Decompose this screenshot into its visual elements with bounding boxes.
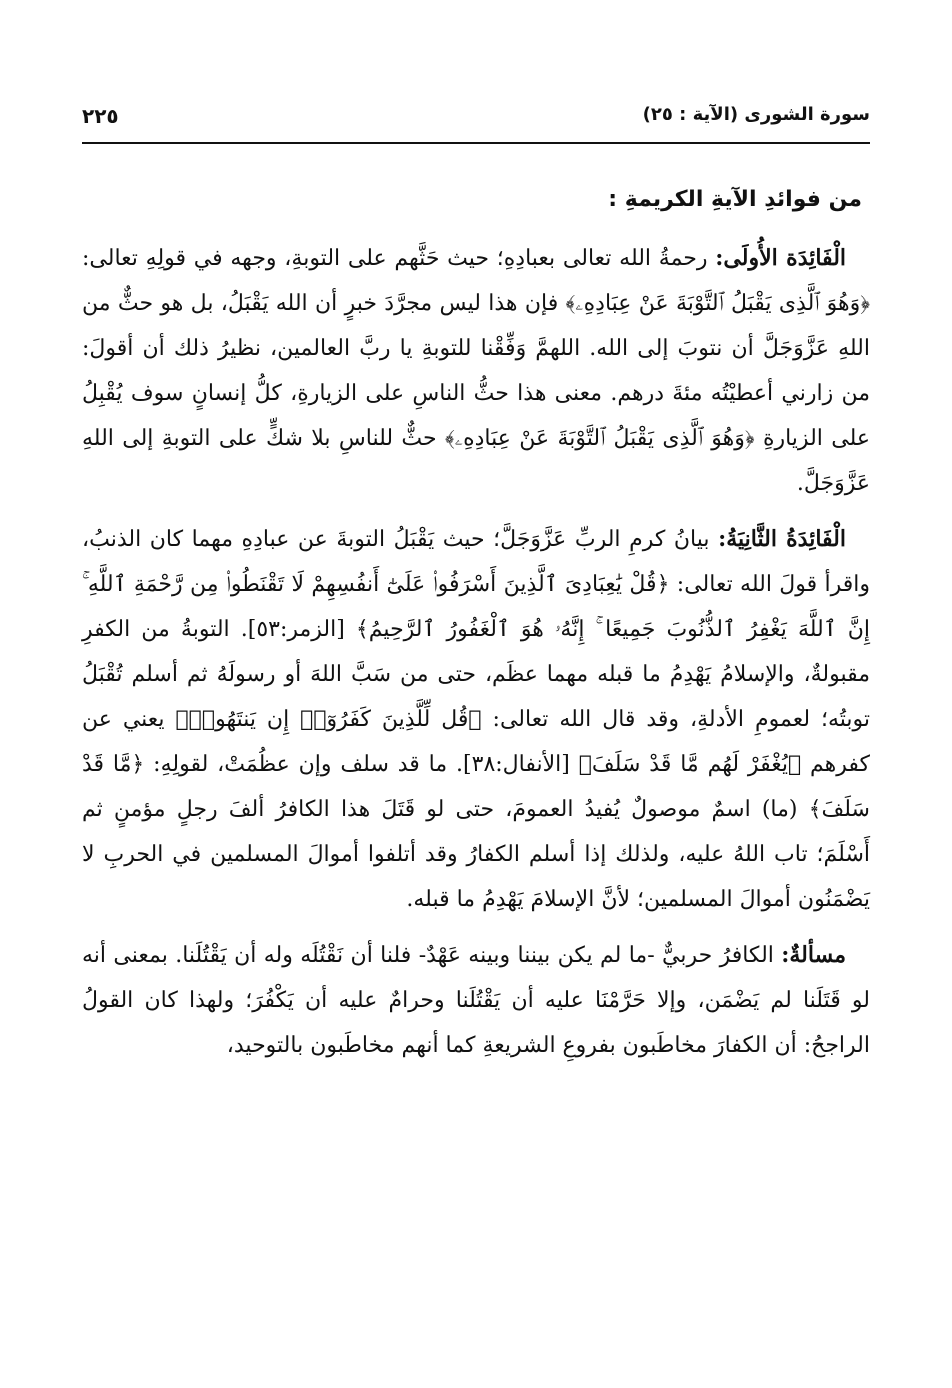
paragraph-first-benefit — [82, 236, 870, 506]
surah-title: سورة الشورى (الآية : ٢٥) — [642, 104, 870, 125]
paragraph-lead: مسألةٌ: — [781, 942, 846, 968]
paragraph-text: بيانُ كرمِ الربِّ عَزَّوَجَلَّ؛ حيث يَقْبَلُ التوبةَ عن عبادِهِ مهما كان الذنبُ، واقرأ قولَ الله تعالى: ﴿قُلْ يَٰعِبَادِىَ ٱلَّذِينَ أَسْرَفُوا۟ عَلَىٰٓ أَنفُسِهِمْ لَا تَقْنَطُوا۟ مِن رَّحْمَةِ ٱللَّهِ ۚ إِنَّ ٱللَّهَ يَغْفِرُ ٱلذُّنُوبَ جَمِيعًا ۚ إِنَّهُۥ هُوَ ٱلْغَفُورُ ٱلرَّحِيمُ﴾ [الزمر:٥٣]. التوبةُ من الكفرِ مقبولةٌ، والإسلامُ يَهْدِمُ ما قبله مهما عظَم، حتى من سَبَّ اللهَ أو رسولَهُ ثم أسلم تُقْبَلُ توبتُه؛ لعمومِ الأدلةِ، وقد قال الله تعالى: ﴿قُل لِّلَّذِينَ كَفَرُوٓا۟ إِن يَنتَهُوا۟﴾ يعني عن كفرهم ﴿يُغْفَرْ لَهُم مَّا قَدْ سَلَفَ﴾ [الأنفال:٣٨]. ما قد سلف وإن عظُمَتْ، لقولِهِ: ﴿مَّا قَدْ سَلَفَ﴾ (ما) اسمٌ موصولٌ يُفيدُ العمومَ، حتى لو قَتَلَ هذا الكافرُ ألفَ رجلٍ مؤمنٍ ثم أَسْلَمَ؛ تاب اللهُ عليه، ولذلك إذا أسلم الكفارُ وقد أتلفوا أموالَ المسلمين في الحربِ لا يَضْمَنُون أموالَ المسلمين؛ لأنَّ الإسلامَ يَهْدِمُ ما قبله. — [82, 527, 870, 912]
paragraph-lead: الْفَائِدَة الأُولَى: — [715, 245, 847, 271]
header-divider — [82, 142, 870, 144]
section-heading: من فوائدِ الآيةِ الكريمةِ : — [608, 187, 862, 212]
page-number: ٢٢٥ — [82, 104, 119, 128]
paragraph-issue — [82, 933, 870, 1068]
page-body — [82, 178, 870, 1079]
paragraph-second-benefit — [82, 517, 870, 922]
running-header — [82, 104, 870, 140]
paragraph-lead: الْفَائِدَةُ الثَّانِيَةُ: — [718, 526, 847, 552]
paragraph-text: الكافرُ حربيٌّ -ما لم يكن بيننا وبينه عَهْدٌ- فلنا أن نَقْتُلَه وله أن يَقْتُلَنا. بمعنى أنه لو قَتَلَنا لم يَضْمَن، وإلا حَرَّمْنَا عليه أن يَقْتُلَنا وحرامٌ عليه أن يَكْفُرَ؛ ولهذا كان القولُ الراجحُ: أن الكفارَ مخاطَبون بفروعِ الشريعةِ كما أنهم مخاطَبون بالتوحيد، — [82, 943, 870, 1058]
paragraph-text: رحمةُ الله تعالى بعبادِهِ؛ حيث حَثَّهم على التوبةِ، وجهه في قولِهِ تعالى: ﴿وَهُوَ ٱلَّذِى يَقْبَلُ ٱلتَّوْبَةَ عَنْ عِبَادِهِۦ﴾ فإن هذا ليس مجرَّدَ خبرٍ أن الله يَقْبَلُ، بل هو حثٌّ من اللهِ عَزَّوَجَلَّ أن نتوبَ إلى الله. اللهمَّ وَفِّقْنا للتوبةِ يا ربَّ العالمين، نظيرُ ذلك أن أقولَ: من زارني أعطيْتُه مئةَ درهم. معنى هذا حثُّ الناسِ على الزيارةِ، كلُّ إنسانٍ سوف يُقْبِلُ على الزيارةِ ﴿وَهُوَ ٱلَّذِى يَقْبَلُ ٱلتَّوْبَةَ عَنْ عِبَادِهِۦ﴾ حثٌّ للناسِ بلا شكٍّ على التوبةِ إلى اللهِ عَزَّوَجَلَّ. — [82, 246, 870, 496]
